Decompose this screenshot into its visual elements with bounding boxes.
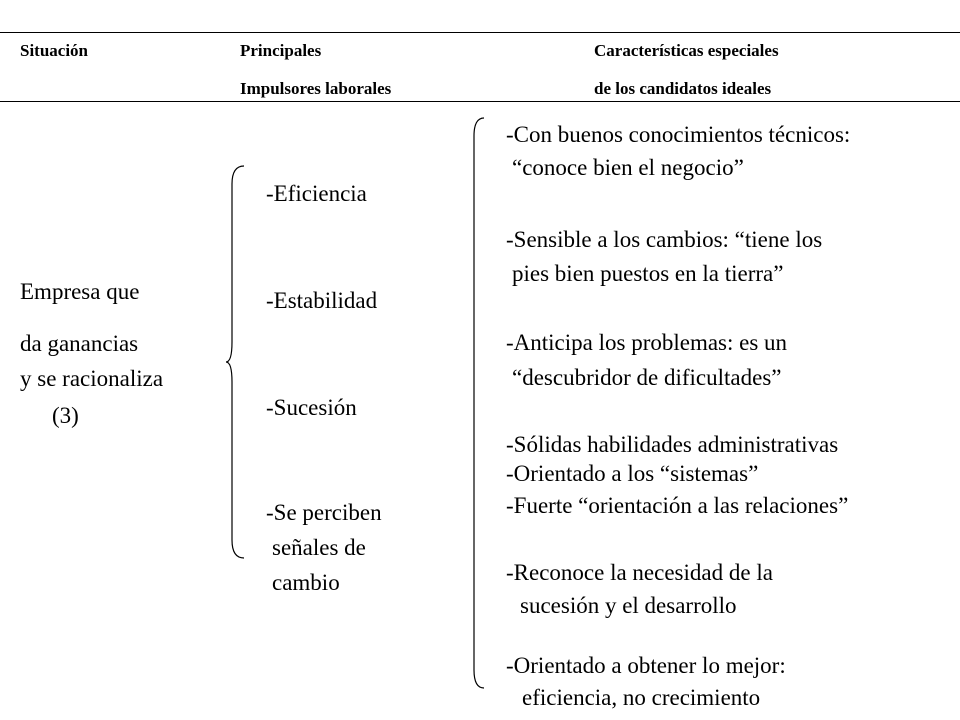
header-caracteristicas-line1: Características especiales — [594, 41, 779, 60]
char-mejor-line1: -Orientado a obtener lo mejor: — [506, 653, 786, 678]
char-sensible-line1: -Sensible a los cambios: “tiene los — [506, 227, 823, 252]
situation-line2: da ganancias — [20, 331, 139, 356]
char-habilidades: -Sólidas habilidades administrativas — [506, 432, 839, 457]
situation-line4: (3) — [52, 403, 79, 428]
top-rule — [0, 32, 960, 33]
driver-senales-line3: cambio — [272, 570, 340, 595]
driver-eficiencia: -Eficiencia — [266, 181, 367, 206]
characteristics-bracket — [470, 116, 486, 690]
driver-senales-line2: señales de — [272, 535, 366, 560]
driver-senales-line1: -Se perciben — [266, 500, 382, 525]
situation-line3: y se racionaliza — [20, 366, 164, 391]
header-principales-line2: Impulsores laborales — [240, 79, 392, 98]
header-bottom-rule — [0, 101, 960, 102]
char-mejor-line2: eficiencia, no crecimiento — [522, 685, 761, 710]
header-caracteristicas-line2: de los candidatos ideales — [594, 79, 772, 98]
char-anticipa-line2: “descubridor de dificultades” — [512, 365, 782, 390]
header-principales-line1: Principales — [240, 41, 322, 60]
drivers-brace — [226, 164, 250, 560]
char-sucesion-line1: -Reconoce la necesidad de la — [506, 560, 773, 585]
char-sensible-line2: pies bien puestos en la tierra” — [512, 261, 784, 286]
situation-line1: Empresa que — [20, 279, 140, 304]
driver-sucesion: -Sucesión — [266, 395, 357, 420]
header-situacion: Situación — [20, 41, 89, 60]
char-anticipa-line1: -Anticipa los problemas: es un — [506, 330, 788, 355]
char-sistemas: -Orientado a los “sistemas” — [506, 461, 759, 486]
driver-estabilidad: -Estabilidad — [266, 288, 378, 313]
char-conocimientos-line1: -Con buenos conocimientos técnicos: — [506, 122, 851, 147]
char-conocimientos-line2: “conoce bien el negocio” — [512, 155, 744, 180]
char-sucesion-line2: sucesión y el desarrollo — [520, 593, 737, 618]
char-relaciones: -Fuerte “orientación a las relaciones” — [506, 493, 849, 518]
